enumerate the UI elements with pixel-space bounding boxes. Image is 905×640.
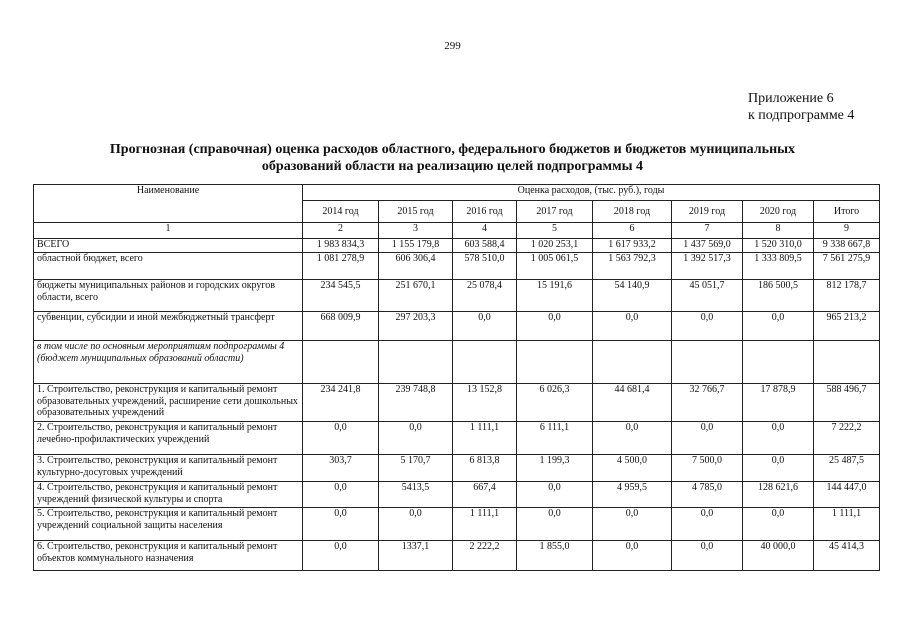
row-label: 5. Строительство, реконструкция и капитальный ремонт учреждений социальной защиты населения	[34, 508, 303, 541]
table-row	[34, 312, 880, 341]
cell-value: 0,0	[743, 312, 814, 341]
row-label: областной бюджет, всего	[34, 253, 303, 280]
table-row	[34, 280, 880, 312]
cell-value: 4 959,5	[593, 482, 672, 508]
column-index: 4	[453, 223, 517, 239]
cell-value: 668 009,9	[303, 312, 379, 341]
name-header: Наименование	[34, 185, 303, 223]
expense-table	[33, 184, 880, 571]
cell-value: 13 152,8	[453, 384, 517, 422]
column-index: 7	[672, 223, 743, 239]
title-line-2: образований области на реализацию целей подпрограммы 4	[261, 159, 644, 174]
row-label: в том числе по основным мероприятиям подпрограммы 4 (бюджет муниципальных образований области)	[34, 341, 303, 384]
cell-value: 7 561 275,9	[814, 253, 880, 280]
table-row	[34, 541, 880, 571]
cell-value: 1337,1	[379, 541, 453, 571]
row-label: ВСЕГО	[34, 239, 303, 253]
row-label: бюджеты муниципальных районов и городских округов области, всего	[34, 280, 303, 312]
cell-value: 45 051,7	[672, 280, 743, 312]
row-label: 3. Строительство, реконструкция и капитальный ремонт культурно-досуговых учреждений	[34, 455, 303, 482]
cell-value: 5 170,7	[379, 455, 453, 482]
cell-value: 1 983 834,3	[303, 239, 379, 253]
column-index: 3	[379, 223, 453, 239]
cell-value: 1 081 278,9	[303, 253, 379, 280]
table-row	[34, 384, 880, 422]
table-row	[34, 253, 880, 280]
cell-value: 303,7	[303, 455, 379, 482]
cell-value: 0,0	[303, 422, 379, 455]
row-label: 1. Строительство, реконструкция и капитальный ремонт образовательных учреждений, расширение сети дошкольных образовательных учреждений	[34, 384, 303, 422]
cell-value: 9 338 667,8	[814, 239, 880, 253]
cell-value: 578 510,0	[453, 253, 517, 280]
cell-value: 0,0	[303, 541, 379, 571]
cell-value	[303, 341, 379, 384]
cell-value: 25 487,5	[814, 455, 880, 482]
cell-value: 1 111,1	[453, 422, 517, 455]
cell-value	[379, 341, 453, 384]
cell-value: 234 241,8	[303, 384, 379, 422]
year-header: 2015 год	[379, 201, 453, 223]
cell-value: 4 500,0	[593, 455, 672, 482]
year-header: 2019 год	[672, 201, 743, 223]
cell-value: 588 496,7	[814, 384, 880, 422]
cell-value: 25 078,4	[453, 280, 517, 312]
title-line-1: Прогнозная (справочная) оценка расходов областного, федерального бюджетов и бюджетов муниципальных	[109, 142, 796, 157]
cell-value: 1 520 310,0	[743, 239, 814, 253]
cell-value: 4 785,0	[672, 482, 743, 508]
cell-value: 1 155 179,8	[379, 239, 453, 253]
cell-value: 7 500,0	[672, 455, 743, 482]
cell-value: 0,0	[743, 422, 814, 455]
cell-value: 0,0	[379, 422, 453, 455]
cell-value: 297 203,3	[379, 312, 453, 341]
cell-value: 0,0	[379, 508, 453, 541]
cell-value: 32 766,7	[672, 384, 743, 422]
table-row	[34, 508, 880, 541]
cell-value: 144 447,0	[814, 482, 880, 508]
cell-value: 1 563 792,3	[593, 253, 672, 280]
cell-value	[593, 341, 672, 384]
cell-value: 1 855,0	[517, 541, 593, 571]
appendix-note	[748, 90, 854, 124]
table-row	[34, 455, 880, 482]
year-header: Итого	[814, 201, 880, 223]
row-label: 2. Строительство, реконструкция и капитальный ремонт лечебно-профилактических учреждений	[34, 422, 303, 455]
year-header: 2017 год	[517, 201, 593, 223]
cell-value: 239 748,8	[379, 384, 453, 422]
cell-value: 251 670,1	[379, 280, 453, 312]
column-index: 6	[593, 223, 672, 239]
cell-value	[672, 341, 743, 384]
cell-value: 1 333 809,5	[743, 253, 814, 280]
cell-value: 1 392 517,3	[672, 253, 743, 280]
cell-value: 1 111,1	[814, 508, 880, 541]
cell-value: 5413,5	[379, 482, 453, 508]
cell-value: 0,0	[672, 422, 743, 455]
row-label: 4. Строительство, реконструкция и капитальный ремонт учреждений физической культуры и спорта	[34, 482, 303, 508]
column-index: 5	[517, 223, 593, 239]
cell-value: 45 414,3	[814, 541, 880, 571]
cell-value	[517, 341, 593, 384]
cell-value: 0,0	[517, 312, 593, 341]
cell-value: 0,0	[743, 508, 814, 541]
document-title	[0, 141, 905, 175]
cell-value: 0,0	[672, 508, 743, 541]
cell-value	[743, 341, 814, 384]
cell-value: 2 222,2	[453, 541, 517, 571]
cell-value: 965 213,2	[814, 312, 880, 341]
cell-value: 0,0	[303, 508, 379, 541]
cell-value: 186 500,5	[743, 280, 814, 312]
table-row	[34, 482, 880, 508]
expense-group-header: Оценка расходов, (тыс. руб.), годы	[303, 185, 880, 201]
cell-value: 1 199,3	[517, 455, 593, 482]
year-header: 2014 год	[303, 201, 379, 223]
cell-value: 15 191,6	[517, 280, 593, 312]
year-header: 2018 год	[593, 201, 672, 223]
row-label: 6. Строительство, реконструкция и капитальный ремонт объектов коммунального назначения	[34, 541, 303, 571]
appendix-line-1: Приложение 6	[748, 91, 834, 106]
cell-value	[453, 341, 517, 384]
cell-value: 17 878,9	[743, 384, 814, 422]
table-row	[34, 239, 880, 253]
cell-value: 0,0	[743, 455, 814, 482]
cell-value: 667,4	[453, 482, 517, 508]
appendix-line-2: к подпрограмме 4	[748, 108, 855, 123]
table-row	[34, 422, 880, 455]
cell-value: 0,0	[303, 482, 379, 508]
cell-value: 1 617 933,2	[593, 239, 672, 253]
row-label: субвенции, субсидии и иной межбюджетный трансферт	[34, 312, 303, 341]
column-index: 2	[303, 223, 379, 239]
column-index: 8	[743, 223, 814, 239]
cell-value: 0,0	[593, 508, 672, 541]
year-header: 2016 год	[453, 201, 517, 223]
cell-value: 606 306,4	[379, 253, 453, 280]
column-index: 1	[34, 223, 303, 239]
page-number: 299	[444, 40, 461, 52]
cell-value: 0,0	[672, 312, 743, 341]
column-index: 9	[814, 223, 880, 239]
cell-value: 1 437 569,0	[672, 239, 743, 253]
cell-value: 0,0	[593, 422, 672, 455]
cell-value: 6 111,1	[517, 422, 593, 455]
year-header: 2020 год	[743, 201, 814, 223]
cell-value: 1 005 061,5	[517, 253, 593, 280]
cell-value: 0,0	[672, 541, 743, 571]
cell-value: 234 545,5	[303, 280, 379, 312]
cell-value: 812 178,7	[814, 280, 880, 312]
cell-value: 1 020 253,1	[517, 239, 593, 253]
cell-value: 603 588,4	[453, 239, 517, 253]
cell-value: 0,0	[453, 312, 517, 341]
cell-value: 0,0	[517, 482, 593, 508]
cell-value: 54 140,9	[593, 280, 672, 312]
cell-value: 0,0	[593, 541, 672, 571]
cell-value: 40 000,0	[743, 541, 814, 571]
cell-value: 0,0	[593, 312, 672, 341]
cell-value: 6 026,3	[517, 384, 593, 422]
cell-value: 128 621,6	[743, 482, 814, 508]
cell-value: 44 681,4	[593, 384, 672, 422]
cell-value: 0,0	[517, 508, 593, 541]
cell-value: 1 111,1	[453, 508, 517, 541]
cell-value: 6 813,8	[453, 455, 517, 482]
table-row	[34, 341, 880, 384]
cell-value: 7 222,2	[814, 422, 880, 455]
cell-value	[814, 341, 880, 384]
